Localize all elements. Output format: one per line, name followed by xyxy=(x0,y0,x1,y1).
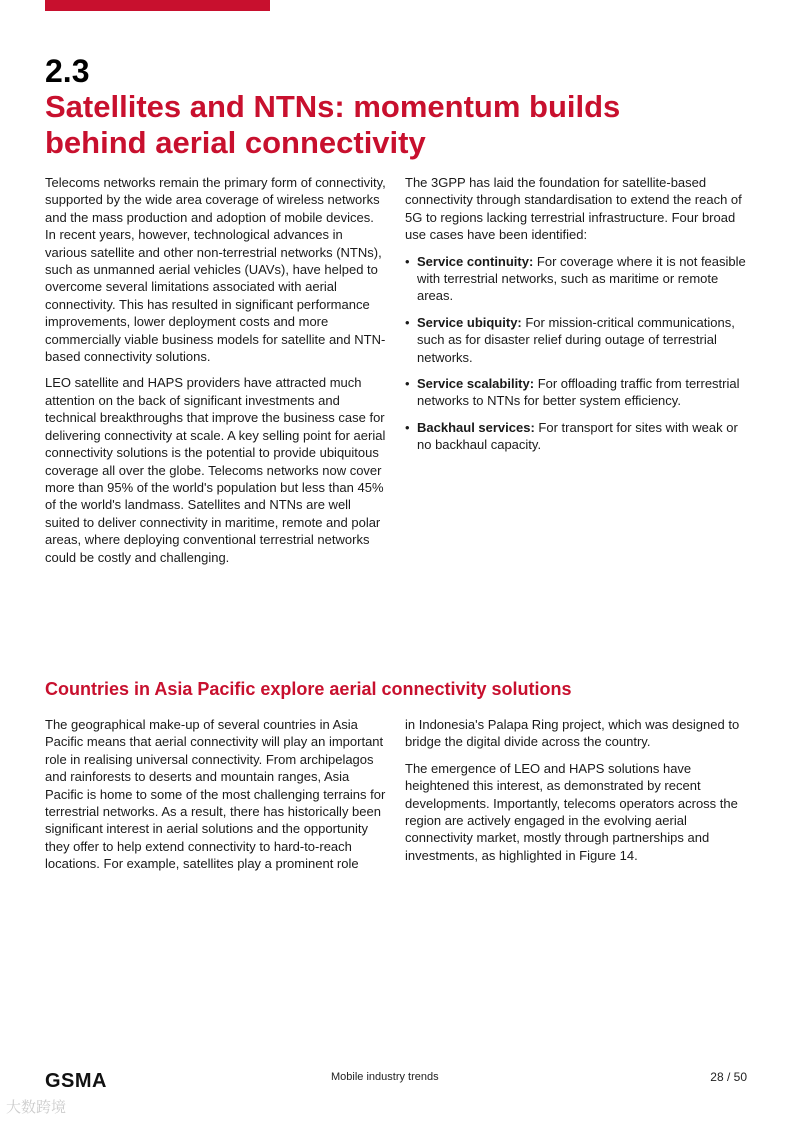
page-number: 28 / 50 xyxy=(710,1070,747,1084)
subheading: Countries in Asia Pacific explore aerial connectivity solutions xyxy=(45,679,572,699)
title-line: behind aerial connectivity xyxy=(45,125,426,160)
paragraph: The 3GPP has laid the foundation for satellite-based connectivity through standardisation to extend the reach of 5G to regions lacking terrestrial infrastructure. Four broad use cases have been identified: xyxy=(405,175,742,243)
term: Service continuity: xyxy=(417,253,534,269)
watermark: 大数跨境 xyxy=(6,1099,67,1116)
paragraph: The geographical make-up of several countries in Asia Pacific means that aerial connectivity will play an important role in realising universal connectivity. From archipelagos and rainforests to deserts and mountain ranges, Asia Pacific is home to some of the most challenging terrains for terrestrial networks. As a result, there has historically been significant interest in aerial solutions and the opportunity they offer to help extend connectivity to hard-to-reach locations. For example, satellites play a prominent role xyxy=(45,717,386,872)
column-right-2 xyxy=(405,716,747,873)
title-line: Satellites and NTNs: momentum builds xyxy=(45,89,621,124)
accent-bar xyxy=(45,0,270,11)
term: Service scalability: xyxy=(417,376,535,392)
column-left-2 xyxy=(45,716,387,882)
paragraph: Telecoms networks remain the primary form of connectivity, supported by the wide area coverage of wireless networks and the mass production and adoption of mobile devices. In recent years, however, technological advances in various satellite and other non-terrestrial networks (NTNs), such as unmanned aerial vehicles (UAVs), have helped to overcome several limitations associated with aerial connectivity. This has resulted in significant performance improvements, lower deployment costs and more commercially viable business models for satellite and NTN-based connectivity solutions. xyxy=(45,175,386,365)
page-title xyxy=(45,89,745,161)
term: Backhaul services: xyxy=(417,419,535,435)
list-item xyxy=(405,253,747,305)
column-right xyxy=(405,174,747,463)
description: For transport for sites with weak or no backhaul capacity. xyxy=(417,419,738,453)
description: For coverage where it is not feasible with terrestrial networks, such as maritime or remote areas. xyxy=(417,253,746,304)
column-left xyxy=(45,174,387,575)
use-case-list xyxy=(405,253,747,454)
paragraph: in Indonesia's Palapa Ring project, which was designed to bridge the digital divide across the country. xyxy=(405,717,740,750)
description: For mission-critical communications, such as for disaster relief during outage of terrestrial networks. xyxy=(417,314,735,365)
term: Service ubiquity: xyxy=(417,314,522,330)
footer-title: Mobile industry trends xyxy=(331,1071,439,1083)
description: For offloading traffic from terrestrial networks to NTNs for better system efficiency. xyxy=(417,376,740,409)
gsma-logo: GSMA xyxy=(45,1070,107,1092)
list-item xyxy=(405,375,747,410)
list-item xyxy=(405,419,747,454)
section-number: 2.3 xyxy=(45,53,90,89)
paragraph: LEO satellite and HAPS providers have attracted much attention on the back of significant investments and technical breakthroughs that improve the business case for delivering connectivity at scale. A key selling point for aerial connectivity solutions is the potential to provide ubiquitous coverage all over the globe. Telecoms networks now cover more than 95% of the world's population but less than 45% of the world's landmass. Satellites and NTNs are well suited to deliver connectivity in maritime, remote and polar areas, where deploying conventional terrestrial networks could be costly and challenging. xyxy=(45,375,386,565)
paragraph: The emergence of LEO and HAPS solutions have heightened this interest, as demonstrated by recent developments. Importantly, telecoms operators across the region are actively engaged in the evolving aerial connectivity market, mostly through partnerships and investments, as highlighted in Figure 14. xyxy=(405,760,738,863)
list-item xyxy=(405,314,747,366)
